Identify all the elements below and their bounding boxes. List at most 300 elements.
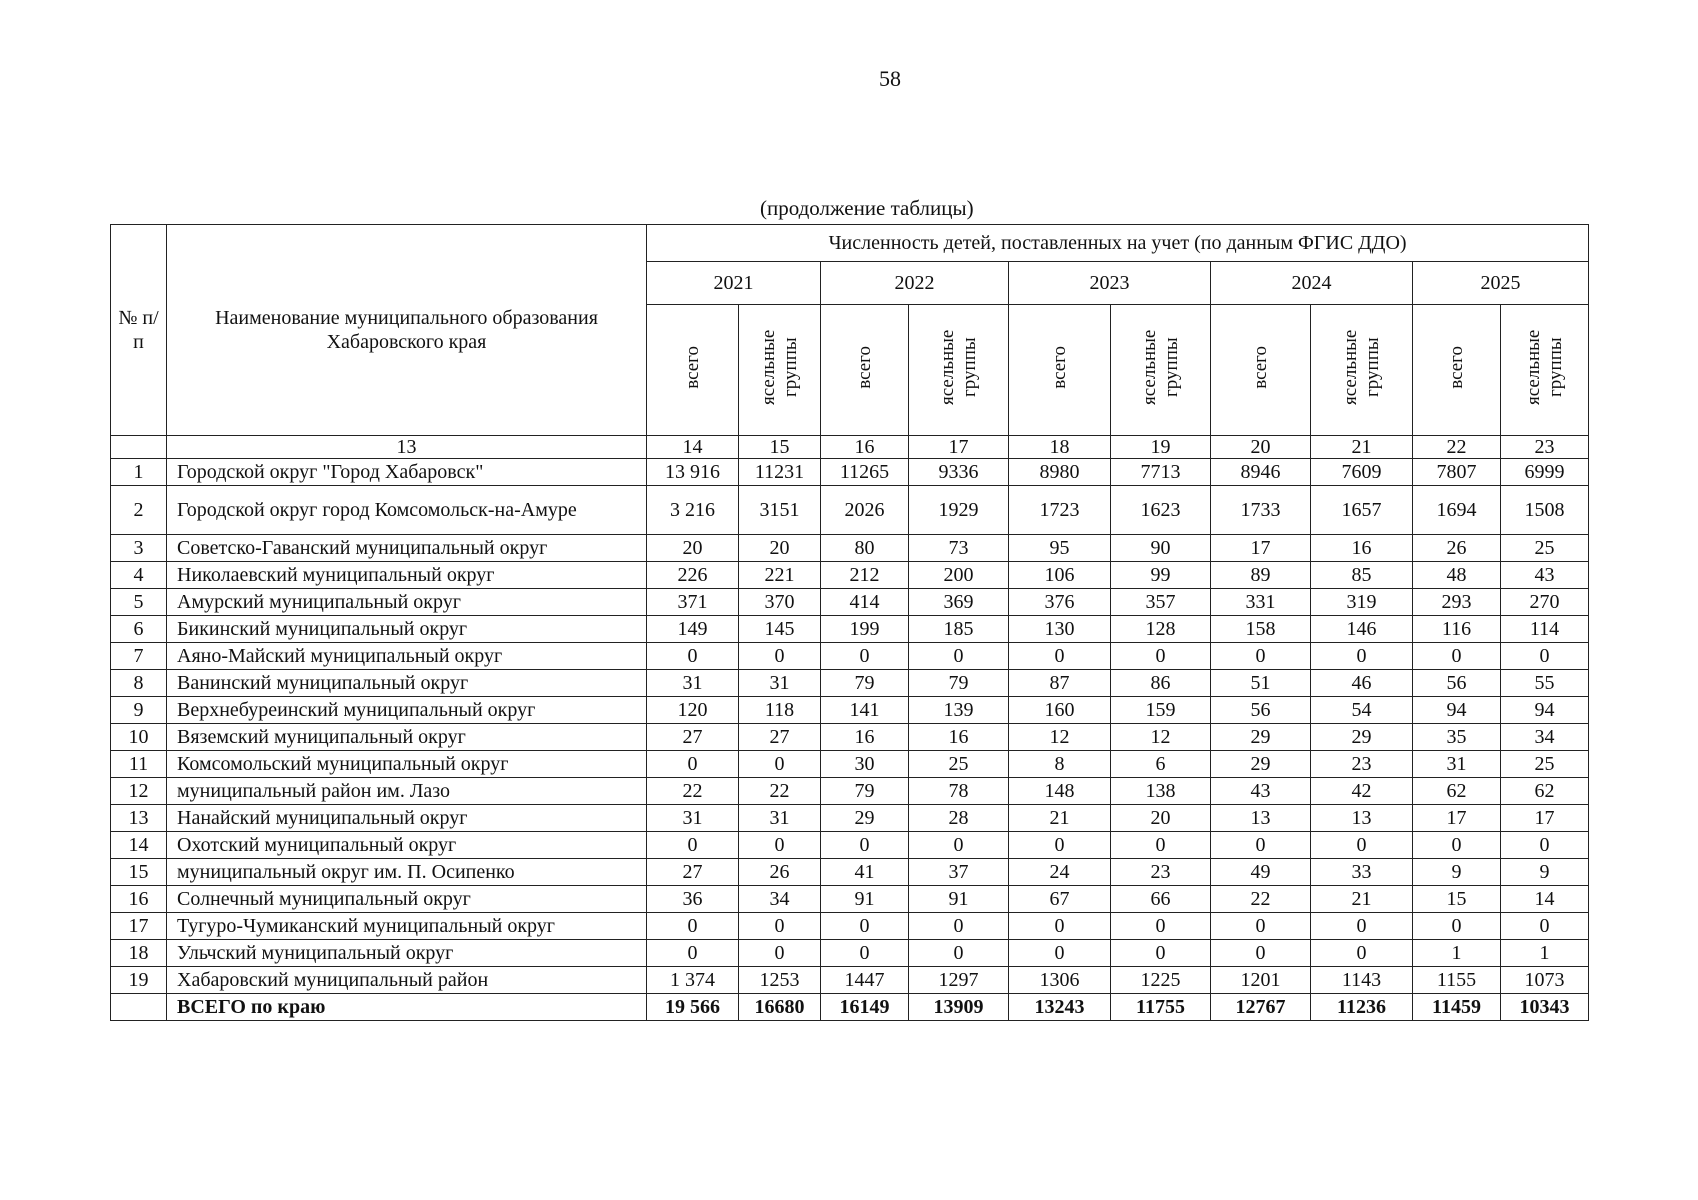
table-row: [111, 459, 1589, 486]
value-cell: 0: [1111, 643, 1211, 670]
value-cell: 8946: [1211, 459, 1311, 486]
value-cell: 28: [909, 805, 1009, 832]
row-number: 18: [111, 940, 167, 967]
value-cell: 22: [647, 778, 739, 805]
row-number: 10: [111, 724, 167, 751]
value-cell: 0: [1111, 940, 1211, 967]
value-cell: 0: [1009, 913, 1111, 940]
value-cell: 0: [647, 913, 739, 940]
value-cell: 7713: [1111, 459, 1211, 486]
column-number: 22: [1413, 436, 1501, 459]
value-cell: 34: [1501, 724, 1589, 751]
table-row: [111, 589, 1589, 616]
value-cell: 212: [821, 562, 909, 589]
value-cell: 369: [909, 589, 1009, 616]
value-cell: 1733: [1211, 486, 1311, 535]
value-cell: 0: [1111, 832, 1211, 859]
value-cell: 62: [1413, 778, 1501, 805]
value-cell: 11755: [1111, 994, 1211, 1021]
value-cell: 26: [739, 859, 821, 886]
value-cell: 331: [1211, 589, 1311, 616]
value-cell: 0: [739, 643, 821, 670]
value-cell: 1: [1413, 940, 1501, 967]
value-cell: 7807: [1413, 459, 1501, 486]
table-row: [111, 643, 1589, 670]
value-cell: 31: [739, 805, 821, 832]
value-cell: 1297: [909, 967, 1009, 994]
value-cell: 31: [1413, 751, 1501, 778]
value-cell: 2026: [821, 486, 909, 535]
municipality-name: ВСЕГО по краю: [167, 994, 647, 1021]
row-number: 6: [111, 616, 167, 643]
value-cell: 357: [1111, 589, 1211, 616]
value-cell: 13: [1211, 805, 1311, 832]
value-cell: 0: [909, 832, 1009, 859]
value-cell: 11459: [1413, 994, 1501, 1021]
value-cell: 0: [1413, 643, 1501, 670]
value-cell: 1201: [1211, 967, 1311, 994]
municipality-name: Городской округ "Город Хабаровск": [167, 459, 647, 486]
value-cell: 13909: [909, 994, 1009, 1021]
value-cell: 90: [1111, 535, 1211, 562]
value-cell: 20: [739, 535, 821, 562]
value-cell: 86: [1111, 670, 1211, 697]
value-cell: 0: [1413, 832, 1501, 859]
value-cell: 376: [1009, 589, 1111, 616]
sub-header-nursery: [1501, 305, 1589, 436]
sub-header-total-text: всего: [681, 345, 703, 389]
value-cell: 46: [1311, 670, 1413, 697]
value-cell: 27: [647, 724, 739, 751]
value-cell: 31: [647, 670, 739, 697]
row-number: 5: [111, 589, 167, 616]
value-cell: 79: [909, 670, 1009, 697]
sub-header-total-text: всего: [853, 345, 875, 389]
value-cell: 80: [821, 535, 909, 562]
row-number: 19: [111, 967, 167, 994]
value-cell: 6999: [1501, 459, 1589, 486]
value-cell: 26: [1413, 535, 1501, 562]
value-cell: 99: [1111, 562, 1211, 589]
table-row: [111, 670, 1589, 697]
municipality-name: Городской округ город Комсомольск-на-Амуре: [167, 486, 647, 535]
value-cell: 49: [1211, 859, 1311, 886]
value-cell: 0: [909, 643, 1009, 670]
municipality-name: Верхнебуреинский муниципальный округ: [167, 697, 647, 724]
sub-header-nursery-text: ясельные группы: [1138, 329, 1182, 405]
value-cell: 0: [647, 940, 739, 967]
value-cell: 138: [1111, 778, 1211, 805]
row-number: 9: [111, 697, 167, 724]
value-cell: 13243: [1009, 994, 1111, 1021]
value-cell: 36: [647, 886, 739, 913]
municipality-name: муниципальный район им. Лазо: [167, 778, 647, 805]
value-cell: 0: [1009, 643, 1111, 670]
value-cell: 15: [1413, 886, 1501, 913]
sub-header-total-text: всего: [1048, 345, 1070, 389]
value-cell: 0: [1311, 643, 1413, 670]
sub-header-total-text: всего: [1249, 345, 1271, 389]
value-cell: 185: [909, 616, 1009, 643]
value-cell: 30: [821, 751, 909, 778]
table-row: [111, 886, 1589, 913]
value-cell: 0: [909, 913, 1009, 940]
value-cell: 8980: [1009, 459, 1111, 486]
sub-header-total: [647, 305, 739, 436]
value-cell: 85: [1311, 562, 1413, 589]
total-row: [111, 994, 1589, 1021]
value-cell: 34: [739, 886, 821, 913]
value-cell: 12: [1009, 724, 1111, 751]
value-cell: 1657: [1311, 486, 1413, 535]
value-cell: 149: [647, 616, 739, 643]
value-cell: 1253: [739, 967, 821, 994]
row-number: 13: [111, 805, 167, 832]
column-number: 13: [167, 436, 647, 459]
row-number: 3: [111, 535, 167, 562]
value-cell: 56: [1211, 697, 1311, 724]
value-cell: 148: [1009, 778, 1111, 805]
row-number: 1: [111, 459, 167, 486]
value-cell: 42: [1311, 778, 1413, 805]
value-cell: 0: [1111, 913, 1211, 940]
table-row: [111, 697, 1589, 724]
value-cell: 1508: [1501, 486, 1589, 535]
value-cell: 51: [1211, 670, 1311, 697]
column-number: 21: [1311, 436, 1413, 459]
value-cell: 7609: [1311, 459, 1413, 486]
column-number: 14: [647, 436, 739, 459]
year-header: 2023: [1009, 262, 1211, 305]
value-cell: 16: [1311, 535, 1413, 562]
table-row: [111, 751, 1589, 778]
value-cell: 79: [821, 778, 909, 805]
value-cell: 3 216: [647, 486, 739, 535]
column-number: 18: [1009, 436, 1111, 459]
table-row: [111, 535, 1589, 562]
value-cell: 16680: [739, 994, 821, 1021]
value-cell: 16: [821, 724, 909, 751]
municipality-name: Хабаровский муниципальный район: [167, 967, 647, 994]
table-row: [111, 940, 1589, 967]
year-header: 2025: [1413, 262, 1589, 305]
value-cell: 0: [821, 643, 909, 670]
sub-header-total: [821, 305, 909, 436]
value-cell: 1929: [909, 486, 1009, 535]
value-cell: 0: [1009, 832, 1111, 859]
value-cell: 35: [1413, 724, 1501, 751]
sub-header-total: [1413, 305, 1501, 436]
value-cell: 0: [1311, 832, 1413, 859]
row-number: 16: [111, 886, 167, 913]
col-no-header: № п/п: [111, 225, 167, 436]
value-cell: 20: [647, 535, 739, 562]
table-row: [111, 967, 1589, 994]
value-cell: 0: [1501, 913, 1589, 940]
value-cell: 128: [1111, 616, 1211, 643]
value-cell: 29: [1211, 751, 1311, 778]
value-cell: 54: [1311, 697, 1413, 724]
value-cell: 0: [821, 913, 909, 940]
value-cell: 1694: [1413, 486, 1501, 535]
data-table: [110, 224, 1589, 1021]
value-cell: 25: [1501, 535, 1589, 562]
row-number: 4: [111, 562, 167, 589]
value-cell: 0: [647, 751, 739, 778]
column-number: 15: [739, 436, 821, 459]
value-cell: 414: [821, 589, 909, 616]
value-cell: 12767: [1211, 994, 1311, 1021]
row-number: 15: [111, 859, 167, 886]
value-cell: 0: [739, 913, 821, 940]
table-row: [111, 832, 1589, 859]
municipality-name: Ульчский муниципальный округ: [167, 940, 647, 967]
municipality-name: Николаевский муниципальный округ: [167, 562, 647, 589]
sub-header-nursery-text: ясельные группы: [1339, 329, 1383, 405]
value-cell: 91: [821, 886, 909, 913]
value-cell: 20: [1111, 805, 1211, 832]
value-cell: 21: [1311, 886, 1413, 913]
value-cell: 22: [739, 778, 821, 805]
table-row: [111, 859, 1589, 886]
value-cell: 0: [1211, 940, 1311, 967]
municipality-name: Комсомольский муниципальный округ: [167, 751, 647, 778]
value-cell: 11231: [739, 459, 821, 486]
value-cell: 13: [1311, 805, 1413, 832]
value-cell: 8: [1009, 751, 1111, 778]
value-cell: 21: [1009, 805, 1111, 832]
value-cell: 66: [1111, 886, 1211, 913]
value-cell: 6: [1111, 751, 1211, 778]
value-cell: 29: [821, 805, 909, 832]
year-header: 2021: [647, 262, 821, 305]
value-cell: 160: [1009, 697, 1111, 724]
municipality-name: Советско-Гаванский муниципальный округ: [167, 535, 647, 562]
sub-header-nursery: [739, 305, 821, 436]
table-row: [111, 724, 1589, 751]
value-cell: 0: [739, 940, 821, 967]
value-cell: 1155: [1413, 967, 1501, 994]
municipality-name: Вяземский муниципальный округ: [167, 724, 647, 751]
value-cell: 106: [1009, 562, 1111, 589]
table-row: [111, 913, 1589, 940]
value-cell: 27: [647, 859, 739, 886]
value-cell: 139: [909, 697, 1009, 724]
value-cell: 67: [1009, 886, 1111, 913]
row-number: 14: [111, 832, 167, 859]
value-cell: 31: [739, 670, 821, 697]
value-cell: 37: [909, 859, 1009, 886]
value-cell: 91: [909, 886, 1009, 913]
table-row: [111, 562, 1589, 589]
value-cell: 1306: [1009, 967, 1111, 994]
value-cell: 31: [647, 805, 739, 832]
value-cell: 24: [1009, 859, 1111, 886]
value-cell: 56: [1413, 670, 1501, 697]
value-cell: 200: [909, 562, 1009, 589]
value-cell: 0: [909, 940, 1009, 967]
value-cell: 17: [1501, 805, 1589, 832]
municipality-name: Нанайский муниципальный округ: [167, 805, 647, 832]
row-number: 2: [111, 486, 167, 535]
value-cell: 29: [1311, 724, 1413, 751]
value-cell: 41: [821, 859, 909, 886]
value-cell: 23: [1311, 751, 1413, 778]
value-cell: 0: [821, 940, 909, 967]
value-cell: 145: [739, 616, 821, 643]
value-cell: 0: [739, 832, 821, 859]
col-name-header: Наименование муниципального образования Хабаровского края: [167, 225, 647, 436]
value-cell: 95: [1009, 535, 1111, 562]
value-cell: 0: [1501, 643, 1589, 670]
value-cell: 55: [1501, 670, 1589, 697]
value-cell: 3151: [739, 486, 821, 535]
value-cell: 0: [647, 643, 739, 670]
value-cell: 226: [647, 562, 739, 589]
value-cell: 0: [821, 832, 909, 859]
value-cell: 29: [1211, 724, 1311, 751]
value-cell: 130: [1009, 616, 1111, 643]
value-cell: 16: [909, 724, 1009, 751]
value-cell: 319: [1311, 589, 1413, 616]
value-cell: 87: [1009, 670, 1111, 697]
value-cell: 11265: [821, 459, 909, 486]
sub-header-nursery: [1111, 305, 1211, 436]
value-cell: 0: [1211, 913, 1311, 940]
value-cell: 33: [1311, 859, 1413, 886]
value-cell: 146: [1311, 616, 1413, 643]
value-cell: 293: [1413, 589, 1501, 616]
sub-header-nursery: [1311, 305, 1413, 436]
municipality-name: Амурский муниципальный округ: [167, 589, 647, 616]
row-number: 17: [111, 913, 167, 940]
group-header: Численность детей, поставленных на учет (по данным ФГИС ДДО): [647, 225, 1589, 262]
value-cell: 9: [1413, 859, 1501, 886]
value-cell: 78: [909, 778, 1009, 805]
value-cell: 120: [647, 697, 739, 724]
row-number: [111, 994, 167, 1021]
column-number: [111, 436, 167, 459]
continuation-label: (продолжение таблицы): [760, 196, 974, 220]
sub-header-nursery-text: ясельные группы: [936, 329, 980, 405]
column-number: 17: [909, 436, 1009, 459]
row-number: 8: [111, 670, 167, 697]
value-cell: 141: [821, 697, 909, 724]
value-cell: 1225: [1111, 967, 1211, 994]
value-cell: 10343: [1501, 994, 1589, 1021]
value-cell: 221: [739, 562, 821, 589]
table-row: [111, 616, 1589, 643]
value-cell: 48: [1413, 562, 1501, 589]
column-number: 16: [821, 436, 909, 459]
column-number: 19: [1111, 436, 1211, 459]
value-cell: 0: [647, 832, 739, 859]
value-cell: 0: [1501, 832, 1589, 859]
value-cell: 23: [1111, 859, 1211, 886]
value-cell: 25: [1501, 751, 1589, 778]
value-cell: 0: [1311, 913, 1413, 940]
municipality-name: Бикинский муниципальный округ: [167, 616, 647, 643]
municipality-name: Охотский муниципальный округ: [167, 832, 647, 859]
value-cell: 116: [1413, 616, 1501, 643]
value-cell: 371: [647, 589, 739, 616]
value-cell: 43: [1211, 778, 1311, 805]
sub-header-nursery: [909, 305, 1009, 436]
value-cell: 14: [1501, 886, 1589, 913]
value-cell: 43: [1501, 562, 1589, 589]
value-cell: 19 566: [647, 994, 739, 1021]
value-cell: 158: [1211, 616, 1311, 643]
value-cell: 114: [1501, 616, 1589, 643]
year-header: 2024: [1211, 262, 1413, 305]
value-cell: 16149: [821, 994, 909, 1021]
value-cell: 0: [1211, 832, 1311, 859]
column-number: 20: [1211, 436, 1311, 459]
value-cell: 0: [1413, 913, 1501, 940]
value-cell: 1073: [1501, 967, 1589, 994]
value-cell: 0: [1211, 643, 1311, 670]
value-cell: 270: [1501, 589, 1589, 616]
value-cell: 27: [739, 724, 821, 751]
page-number: 58: [879, 66, 901, 91]
value-cell: 94: [1501, 697, 1589, 724]
value-cell: 73: [909, 535, 1009, 562]
sub-header-nursery-text: ясельные группы: [757, 329, 801, 405]
value-cell: 1143: [1311, 967, 1413, 994]
value-cell: 22: [1211, 886, 1311, 913]
value-cell: 159: [1111, 697, 1211, 724]
sub-header-nursery-text: ясельные группы: [1522, 329, 1566, 405]
value-cell: 11236: [1311, 994, 1413, 1021]
sub-header-total-text: всего: [1445, 345, 1467, 389]
value-cell: 1 374: [647, 967, 739, 994]
value-cell: 94: [1413, 697, 1501, 724]
value-cell: 1723: [1009, 486, 1111, 535]
value-cell: 1623: [1111, 486, 1211, 535]
value-cell: 9: [1501, 859, 1589, 886]
value-cell: 17: [1211, 535, 1311, 562]
value-cell: 0: [1311, 940, 1413, 967]
table-row: [111, 486, 1589, 535]
value-cell: 62: [1501, 778, 1589, 805]
row-number: 7: [111, 643, 167, 670]
value-cell: 89: [1211, 562, 1311, 589]
municipality-name: муниципальный округ им. П. Осипенко: [167, 859, 647, 886]
value-cell: 370: [739, 589, 821, 616]
table-row: [111, 805, 1589, 832]
municipality-name: Ванинский муниципальный округ: [167, 670, 647, 697]
sub-header-total: [1009, 305, 1111, 436]
column-number: 23: [1501, 436, 1589, 459]
value-cell: 17: [1413, 805, 1501, 832]
value-cell: 9336: [909, 459, 1009, 486]
value-cell: 25: [909, 751, 1009, 778]
value-cell: 1: [1501, 940, 1589, 967]
row-number: 12: [111, 778, 167, 805]
sub-header-total: [1211, 305, 1311, 436]
value-cell: 12: [1111, 724, 1211, 751]
table-row: [111, 778, 1589, 805]
value-cell: 118: [739, 697, 821, 724]
municipality-name: Аяно-Майский муниципальный округ: [167, 643, 647, 670]
year-header: 2022: [821, 262, 1009, 305]
value-cell: 1447: [821, 967, 909, 994]
value-cell: 0: [1009, 940, 1111, 967]
value-cell: 0: [739, 751, 821, 778]
value-cell: 79: [821, 670, 909, 697]
row-number: 11: [111, 751, 167, 778]
value-cell: 13 916: [647, 459, 739, 486]
